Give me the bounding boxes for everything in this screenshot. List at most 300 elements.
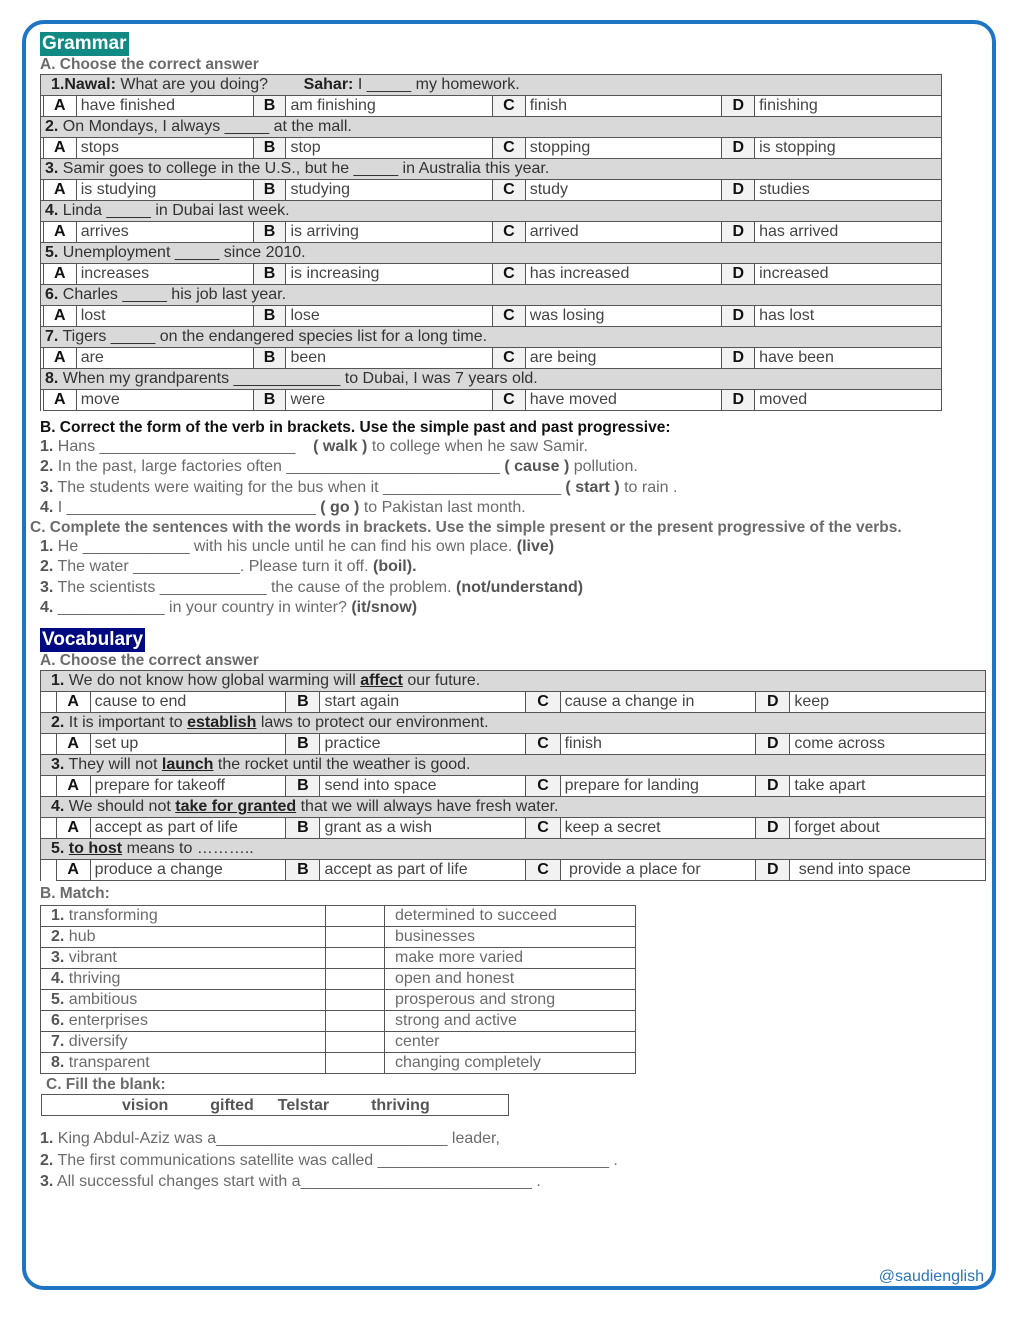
match-word	[41, 906, 326, 927]
item-text: Hans ______________________	[53, 438, 314, 455]
question-stem: means to ………..	[122, 840, 254, 858]
verb-hint: ( start )	[565, 478, 620, 496]
options-row	[41, 734, 986, 755]
question-number: 4.	[51, 798, 65, 816]
item-number: 7.	[51, 1033, 65, 1051]
answer-blank[interactable]	[326, 906, 385, 927]
item-text: The water ____________. Please turn it off.	[53, 558, 373, 576]
item-number: 2.	[40, 458, 54, 476]
option-letter: A	[43, 390, 76, 411]
option-c[interactable]: stopping	[525, 138, 722, 159]
word-bank-item: vision	[122, 1097, 169, 1115]
word-bank-item: Telstar	[277, 1097, 330, 1115]
grammar-section-b-heading: B. Correct the form of the verb in brackets. Use the simple past and past progressive:	[40, 419, 671, 436]
option-letter: A	[43, 222, 76, 243]
question-stem: It is important to	[64, 714, 188, 732]
option-d[interactable]: take apart	[790, 776, 986, 797]
match-word	[41, 948, 326, 969]
question-number: 1.	[51, 672, 65, 690]
item-text: All successful changes start with a__________________________ .	[53, 1173, 541, 1191]
option-c[interactable]: was losing	[525, 306, 722, 327]
option-b[interactable]: is arriving	[286, 222, 493, 243]
item-number: 2.	[40, 558, 54, 576]
option-letter: B	[286, 860, 320, 881]
option-b[interactable]: practice	[320, 734, 526, 755]
options-row	[41, 348, 942, 369]
key-word: establish	[187, 714, 257, 732]
options-row	[41, 390, 942, 411]
match-definition: make more varied	[385, 948, 636, 969]
option-a[interactable]: lost	[76, 306, 253, 327]
vocabulary-section-c-heading: C. Fill the blank:	[46, 1076, 166, 1094]
option-b[interactable]: been	[286, 348, 493, 369]
option-d[interactable]: studies	[755, 180, 942, 201]
item-number: 3.	[40, 578, 54, 596]
option-c[interactable]: arrived	[525, 222, 722, 243]
item-number: 1.	[40, 538, 54, 556]
option-letter: B	[253, 390, 286, 411]
match-row	[41, 948, 636, 969]
answer-blank[interactable]	[326, 1011, 385, 1032]
option-d[interactable]: moved	[755, 390, 942, 411]
item-number: 5.	[51, 991, 65, 1009]
word-text: ambitious	[64, 991, 138, 1009]
row-indent	[41, 692, 57, 713]
option-a[interactable]: are	[76, 348, 253, 369]
word-text: diversify	[64, 1033, 128, 1051]
option-a[interactable]: arrives	[76, 222, 253, 243]
option-letter: C	[492, 180, 525, 201]
key-word: launch	[161, 756, 214, 774]
question-number: 2.	[51, 714, 65, 732]
exercise-item	[40, 498, 990, 518]
exercise-item	[40, 478, 990, 498]
option-c[interactable]: study	[525, 180, 722, 201]
question-stem: Tigers _____ on the endangered species list for a long time.	[58, 328, 488, 345]
match-definition: open and honest	[385, 969, 636, 990]
item-text: The students were waiting for the bus when it ____________________	[53, 478, 566, 496]
option-letter: A	[43, 138, 76, 159]
option-letter: B	[253, 222, 286, 243]
question-stem: I _____ my homework.	[353, 76, 520, 93]
option-letter: B	[286, 734, 320, 755]
question-number: 1.	[51, 76, 65, 93]
question-stem: They will not	[64, 756, 162, 774]
option-c[interactable]: finish	[525, 96, 722, 117]
question-text	[41, 201, 942, 222]
option-a[interactable]: prepare for takeoff	[90, 776, 286, 797]
option-a[interactable]: cause to end	[90, 692, 286, 713]
question-row	[41, 201, 942, 222]
option-letter: C	[492, 390, 525, 411]
option-letter: A	[43, 180, 76, 201]
option-d[interactable]: has arrived	[755, 222, 942, 243]
match-definition: strong and active	[385, 1011, 636, 1032]
row-indent	[41, 734, 57, 755]
option-b[interactable]: is increasing	[286, 264, 493, 285]
question-number: 3.	[51, 756, 65, 774]
fill-blank-list	[40, 1128, 990, 1193]
item-number: 1.	[40, 438, 54, 455]
question-row	[41, 797, 986, 818]
item-number: 3.	[40, 1173, 54, 1191]
match-definition: changing completely	[385, 1053, 636, 1074]
option-letter: D	[722, 138, 755, 159]
match-definition: determined to succeed	[385, 906, 636, 927]
verb-hint: ( go )	[320, 498, 360, 516]
question-row	[41, 285, 942, 306]
question-stem: our future.	[402, 672, 481, 690]
option-c[interactable]: provide a place for	[560, 860, 756, 881]
question-text	[41, 713, 986, 734]
fill-blank-item	[40, 1171, 990, 1193]
option-d[interactable]: increased	[755, 264, 942, 285]
row-indent	[41, 818, 57, 839]
question-row	[41, 755, 986, 776]
question-number: 5.	[51, 840, 65, 858]
question-text	[41, 243, 942, 264]
options-row	[41, 692, 986, 713]
question-text	[41, 839, 986, 860]
question-number: 4.	[45, 202, 59, 219]
answer-blank[interactable]	[326, 990, 385, 1011]
question-stem: On Mondays, I always _____ at the mall.	[58, 118, 352, 135]
question-number: 7.	[45, 328, 59, 345]
speaker-label: Nawal:	[64, 76, 116, 93]
option-a[interactable]: accept as part of life	[90, 818, 286, 839]
grammar-section-b-list	[40, 437, 990, 518]
match-row	[41, 906, 636, 927]
item-text: to rain .	[619, 478, 678, 496]
exercise-item	[40, 457, 990, 477]
option-letter: D	[756, 776, 790, 797]
verb-hint: (boil).	[372, 558, 417, 576]
option-b[interactable]: accept as part of life	[320, 860, 526, 881]
question-row	[41, 75, 942, 96]
word-bank	[41, 1094, 509, 1116]
option-letter: C	[492, 222, 525, 243]
match-word	[41, 969, 326, 990]
question-text	[41, 369, 942, 390]
verb-hint: (it/snow)	[351, 599, 418, 617]
item-text: I ____________________________	[53, 498, 321, 516]
item-text: ____________ in your country in winter?	[53, 599, 352, 617]
question-number: 8.	[45, 370, 59, 387]
question-row	[41, 243, 942, 264]
item-number: 1.	[51, 907, 65, 925]
match-definition: center	[385, 1032, 636, 1053]
question-stem: What are you doing?	[115, 76, 304, 93]
fill-blank-item	[40, 1128, 990, 1150]
verb-hint: (live)	[516, 538, 555, 556]
question-text	[41, 75, 942, 96]
option-d[interactable]: is stopping	[755, 138, 942, 159]
option-c[interactable]: has increased	[525, 264, 722, 285]
options-row	[41, 180, 942, 201]
option-letter: A	[56, 692, 90, 713]
option-letter: A	[43, 96, 76, 117]
option-letter: D	[722, 390, 755, 411]
exercise-item	[40, 437, 990, 457]
answer-blank[interactable]	[326, 1032, 385, 1053]
word-text: hub	[64, 928, 96, 946]
option-b[interactable]: were	[286, 390, 493, 411]
question-stem: When my grandparents ____________ to Dubai, I was 7 years old.	[58, 370, 538, 387]
item-text: pollution.	[569, 458, 638, 476]
option-a[interactable]: set up	[90, 734, 286, 755]
option-b[interactable]: send into space	[320, 776, 526, 797]
option-b[interactable]: stop	[286, 138, 493, 159]
option-letter: D	[756, 692, 790, 713]
question-number: 5.	[45, 244, 59, 261]
question-row	[41, 159, 942, 180]
key-word: affect	[360, 672, 403, 690]
question-stem: the rocket until the weather is good.	[213, 756, 471, 774]
option-letter: D	[722, 264, 755, 285]
option-letter: B	[253, 306, 286, 327]
option-letter: C	[492, 96, 525, 117]
question-text	[41, 755, 986, 776]
word-bank-item: gifted	[210, 1097, 254, 1115]
option-a[interactable]: move	[76, 390, 253, 411]
vocabulary-mcq-table	[40, 670, 986, 881]
question-text	[41, 117, 942, 138]
option-a[interactable]: have finished	[76, 96, 253, 117]
question-stem: Unemployment _____ since 2010.	[58, 244, 306, 261]
item-text: The first communications satellite was called __________________________ .	[53, 1151, 618, 1169]
option-d[interactable]: have been	[755, 348, 942, 369]
option-letter: A	[56, 860, 90, 881]
exercise-item	[40, 578, 990, 598]
match-definition: businesses	[385, 927, 636, 948]
option-b[interactable]: start again	[320, 692, 526, 713]
answer-blank[interactable]	[326, 969, 385, 990]
item-number: 2.	[51, 928, 65, 946]
options-row	[41, 818, 986, 839]
match-word	[41, 990, 326, 1011]
item-text: The scientists ____________ the cause of the problem.	[53, 578, 456, 596]
question-row	[41, 713, 986, 734]
option-a[interactable]: is studying	[76, 180, 253, 201]
option-letter: C	[492, 348, 525, 369]
speaker-label: Sahar:	[303, 76, 354, 93]
option-letter: C	[492, 306, 525, 327]
option-letter: C	[526, 734, 560, 755]
option-letter: B	[253, 138, 286, 159]
option-letter: B	[253, 96, 286, 117]
question-text	[41, 159, 942, 180]
match-row	[41, 1011, 636, 1032]
row-indent	[41, 860, 57, 881]
option-c[interactable]: cause a change in	[560, 692, 756, 713]
exercise-item	[40, 598, 990, 618]
option-d[interactable]: has lost	[755, 306, 942, 327]
option-letter: A	[56, 734, 90, 755]
option-letter: D	[722, 306, 755, 327]
option-letter: B	[286, 692, 320, 713]
option-letter: D	[722, 96, 755, 117]
question-number: 3.	[45, 160, 59, 177]
option-letter: D	[722, 180, 755, 201]
question-text	[41, 285, 942, 306]
option-letter: B	[253, 264, 286, 285]
option-b[interactable]: am finishing	[286, 96, 493, 117]
item-number: 4.	[51, 970, 65, 988]
option-letter: A	[56, 776, 90, 797]
option-letter: B	[253, 348, 286, 369]
item-text: to college when he saw Samir.	[367, 438, 588, 455]
option-a[interactable]: increases	[76, 264, 253, 285]
grammar-section-a-heading: A. Choose the correct answer	[40, 56, 259, 73]
verb-hint: ( cause )	[504, 458, 570, 476]
item-number: 4.	[40, 599, 54, 617]
vocabulary-section-b-heading: B. Match:	[40, 885, 110, 903]
option-c[interactable]: finish	[560, 734, 756, 755]
option-b[interactable]: grant as a wish	[320, 818, 526, 839]
verb-hint: (not/understand)	[455, 578, 584, 596]
option-letter: A	[43, 306, 76, 327]
verb-hint: ( walk )	[313, 438, 368, 455]
match-word	[41, 1053, 326, 1074]
match-row	[41, 1053, 636, 1074]
option-letter: D	[722, 222, 755, 243]
item-number: 3.	[40, 478, 54, 496]
footer-handle: @saudienglish	[878, 1268, 984, 1285]
match-row	[41, 969, 636, 990]
option-letter: A	[43, 348, 76, 369]
option-a[interactable]: stops	[76, 138, 253, 159]
option-d[interactable]: forget about	[790, 818, 986, 839]
option-letter: D	[756, 734, 790, 755]
grammar-title: Grammar	[42, 33, 127, 54]
grammar-section-c-list	[40, 537, 990, 618]
vocabulary-title: Vocabulary	[42, 629, 144, 651]
question-stem: Samir goes to college in the U.S., but he _____ in Australia this year.	[58, 160, 550, 177]
item-number: 2.	[40, 1151, 54, 1169]
worksheet	[30, 32, 990, 1193]
options-row	[41, 860, 986, 881]
word-bank-item: thriving	[371, 1097, 430, 1115]
key-word: take for granted	[175, 798, 297, 816]
item-number: 8.	[51, 1054, 65, 1072]
item-text: In the past, large factories often ________________________	[53, 458, 505, 476]
option-letter: C	[526, 860, 560, 881]
question-row	[41, 671, 986, 692]
word-text: enterprises	[64, 1012, 148, 1030]
answer-blank[interactable]	[326, 927, 385, 948]
question-row	[41, 839, 986, 860]
match-table	[40, 905, 636, 1074]
question-stem: We should not	[64, 798, 176, 816]
match-word	[41, 1011, 326, 1032]
word-text: thriving	[64, 970, 121, 988]
option-a[interactable]: produce a change	[90, 860, 286, 881]
key-word: to host	[68, 840, 123, 858]
option-d[interactable]: send into space	[790, 860, 986, 881]
option-c[interactable]: have moved	[525, 390, 722, 411]
word-text: vibrant	[64, 949, 117, 967]
option-letter: A	[56, 818, 90, 839]
options-row	[41, 222, 942, 243]
exercise-item	[40, 557, 990, 577]
item-number: 1.	[40, 1130, 54, 1148]
question-text	[41, 797, 986, 818]
item-number: 3.	[51, 949, 65, 967]
question-stem: We do not know how global warming will	[64, 672, 361, 690]
question-text	[41, 671, 986, 692]
options-row	[41, 96, 942, 117]
item-text: He ____________ with his uncle until he can find his own place.	[53, 538, 517, 556]
exercise-item	[40, 537, 990, 557]
option-b[interactable]: lose	[286, 306, 493, 327]
options-row	[41, 138, 942, 159]
option-letter: C	[492, 138, 525, 159]
match-row	[41, 990, 636, 1011]
options-row	[41, 306, 942, 327]
question-stem: that we will always have fresh water.	[296, 798, 559, 816]
grammar-section-c-heading: C. Complete the sentences with the words in brackets. Use the simple present or the present progressive of the verbs.	[30, 519, 902, 537]
question-row	[41, 117, 942, 138]
option-letter: A	[43, 264, 76, 285]
question-stem: Charles _____ his job last year.	[58, 286, 287, 303]
option-letter: D	[756, 818, 790, 839]
question-row	[41, 369, 942, 390]
match-word	[41, 1032, 326, 1053]
option-b[interactable]: studying	[286, 180, 493, 201]
option-letter: D	[722, 348, 755, 369]
question-number: 6.	[45, 286, 59, 303]
option-c[interactable]: prepare for landing	[560, 776, 756, 797]
option-d[interactable]: come across	[790, 734, 986, 755]
question-number: 2.	[45, 118, 59, 135]
option-letter: C	[526, 776, 560, 797]
question-text	[41, 327, 942, 348]
options-row	[41, 264, 942, 285]
option-c[interactable]: keep a secret	[560, 818, 756, 839]
vocabulary-section-a-heading: A. Choose the correct answer	[40, 652, 259, 670]
question-stem: laws to protect our environment.	[256, 714, 489, 732]
option-letter: B	[286, 776, 320, 797]
item-text: King Abdul-Aziz was a__________________________ leader,	[53, 1130, 500, 1148]
option-letter: C	[526, 692, 560, 713]
match-row	[41, 927, 636, 948]
option-letter: B	[286, 818, 320, 839]
option-d[interactable]: keep	[790, 692, 986, 713]
answer-blank[interactable]	[326, 1053, 385, 1074]
word-text: transforming	[64, 907, 158, 925]
item-number: 4.	[40, 498, 54, 516]
word-text: transparent	[64, 1054, 150, 1072]
match-definition: prosperous and strong	[385, 990, 636, 1011]
option-letter: B	[253, 180, 286, 201]
answer-blank[interactable]	[326, 948, 385, 969]
option-d[interactable]: finishing	[755, 96, 942, 117]
option-letter: C	[492, 264, 525, 285]
options-row	[41, 776, 986, 797]
question-row	[41, 327, 942, 348]
option-letter: C	[526, 818, 560, 839]
grammar-mcq-table	[40, 74, 942, 411]
match-row	[41, 1032, 636, 1053]
fill-blank-item	[40, 1150, 990, 1172]
item-number: 6.	[51, 1012, 65, 1030]
row-indent	[41, 776, 57, 797]
option-c[interactable]: are being	[525, 348, 722, 369]
match-word	[41, 927, 326, 948]
item-text: to Pakistan last month.	[359, 498, 526, 516]
option-letter: D	[756, 860, 790, 881]
question-stem: Linda _____ in Dubai last week.	[58, 202, 290, 219]
